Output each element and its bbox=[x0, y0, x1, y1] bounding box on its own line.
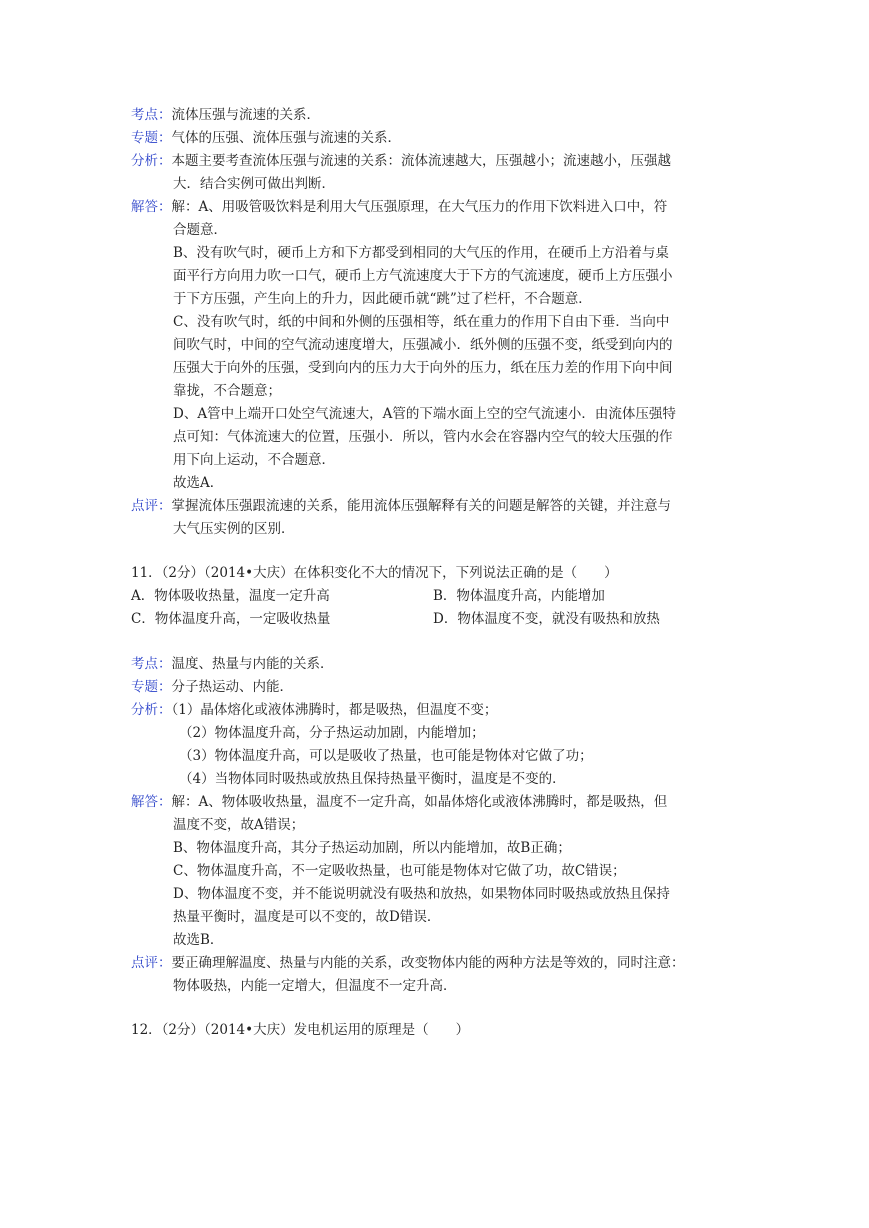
zhuanti-label: 专题： bbox=[131, 679, 172, 695]
q10-jieda-line: 间吹气时，中间的空气流动速度增大，压强减小．纸外侧的压强不变，纸受到向内的 bbox=[173, 337, 673, 353]
q10-dianping-line: 掌握流体压强跟流速的关系，能用流体压强解释有关的问题是解答的关键，并注意与 bbox=[171, 498, 671, 514]
fenxi-label: 分析： bbox=[131, 153, 172, 169]
q11-jieda-line: D、物体温度不变，并不能说明就没有吸热和放热，如果物体同时吸热或放热且保持 bbox=[173, 886, 670, 902]
q11-dianping-row bbox=[131, 952, 741, 975]
q11-analysis bbox=[131, 653, 741, 998]
q10-dianping-line: 大气压实例的区别． bbox=[173, 521, 295, 537]
q11-stem: 11．（2分）（2014•大庆）在体积变化不大的情况下，下列说法正确的是（ ） bbox=[131, 565, 618, 581]
q11-option-a: A．物体吸收热量，温度一定升高 bbox=[131, 588, 330, 604]
q10-dianping-row bbox=[131, 495, 741, 518]
q11-fenxi-line: （3）物体温度升高，可以是吸收了热量，也可能是物体对它做了功； bbox=[179, 748, 593, 764]
q10-fenxi-line: 本题主要考查流体压强与流速的关系：流体流速越大，压强越小；流速越小，压强越 bbox=[171, 153, 671, 169]
q11-kaodian-text: 温度、热量与内能的关系． bbox=[171, 656, 334, 672]
q11-option-d: D．物体温度不变，就没有吸热和放热 bbox=[433, 611, 660, 627]
q10-kaodian-text: 流体压强与流速的关系． bbox=[171, 107, 320, 123]
q10-jieda-line: 点可知：气体流速大的位置，压强小．所以，管内水会在容器内空气的较大压强的作 bbox=[173, 429, 673, 445]
q10-fenxi-row bbox=[131, 150, 741, 173]
q11-options-row-2 bbox=[131, 608, 751, 631]
q10-analysis bbox=[131, 104, 741, 541]
q11-option-c: C．物体温度升高，一定吸收热量 bbox=[131, 611, 331, 627]
q10-jieda-line: D、A管中上端开口处空气流速大，A管的下端水面上空的空气流速小．由流体压强特 bbox=[173, 406, 676, 422]
q11-jieda-line: C、物体温度升高，不一定吸收热量，也可能是物体对它做了功，故C错误； bbox=[173, 863, 626, 879]
q11-options-row-1 bbox=[131, 585, 751, 608]
q11-answer-line: 故选B． bbox=[173, 932, 224, 948]
q12-question bbox=[131, 1019, 751, 1042]
q11-jieda-line: B、物体温度升高，其分子热运动加剧，所以内能增加，故B正确； bbox=[173, 840, 571, 856]
dianping-label: 点评： bbox=[131, 955, 172, 971]
q11-question bbox=[131, 562, 751, 631]
kaodian-label: 考点： bbox=[131, 107, 172, 123]
q10-jieda-line: 面平行方向用力吹一口气，硬币上方气流速度大于下方的气流速度，硬币上方压强小 bbox=[173, 268, 673, 284]
q11-fenxi-row bbox=[131, 699, 741, 722]
dianping-label: 点评： bbox=[131, 498, 172, 514]
fenxi-label: 分析： bbox=[131, 702, 172, 718]
q11-fenxi-line: （1）晶体熔化或液体沸腾时，都是吸热，但温度不变； bbox=[171, 702, 498, 718]
q11-dianping-line: 要正确理解温度、热量与内能的关系，改变物体内能的两种方法是等效的，同时注意： bbox=[171, 955, 685, 971]
q11-zhuanti-text: 分子热运动、内能． bbox=[171, 679, 293, 695]
q10-jieda-line: 压强大于向外的压强，受到向内的压力大于向外的压力，纸在压力差的作用下向中间 bbox=[173, 360, 673, 376]
q10-zhuanti-text: 气体的压强、流体压强与流速的关系． bbox=[171, 130, 401, 146]
q10-fenxi-line: 大．结合实例可做出判断． bbox=[173, 176, 335, 192]
q10-answer-line: 故选A． bbox=[173, 475, 224, 491]
zhuanti-label: 专题： bbox=[131, 130, 172, 146]
kaodian-label: 考点： bbox=[131, 656, 172, 672]
q10-jieda-line: B、没有吹气时，硬币上方和下方都受到相同的大气压的作用，在硬币上方沿着与桌 bbox=[173, 245, 669, 261]
q10-jieda-row bbox=[131, 196, 741, 219]
q10-jieda-line: 解：A、用吸管吸饮料是利用大气压强原理，在大气压力的作用下饮料进入口中，符 bbox=[171, 199, 668, 215]
q12-stem: 12．（2分）（2014•大庆）发电机运用的原理是（ ） bbox=[131, 1022, 470, 1038]
q10-jieda-line: 用下向上运动，不合题意． bbox=[173, 452, 335, 468]
q11-option-b: B．物体温度升高，内能增加 bbox=[433, 588, 605, 604]
q11-jieda-row bbox=[131, 791, 741, 814]
q11-jieda-line: 温度不变，故A错误； bbox=[173, 817, 305, 833]
jieda-label: 解答： bbox=[131, 199, 172, 215]
q10-jieda-line: C、没有吹气时，纸的中间和外侧的压强相等，纸在重力的作用下自由下垂．当向中 bbox=[173, 314, 670, 330]
q10-jieda-line: 靠拢，不合题意； bbox=[173, 383, 281, 399]
q10-kaodian-row bbox=[131, 104, 741, 127]
q11-zhuanti-row bbox=[131, 676, 741, 699]
q11-kaodian-row bbox=[131, 653, 741, 676]
q11-jieda-line: 解：A、物体吸收热量，温度不一定升高，如晶体熔化或液体沸腾时，都是吸热，但 bbox=[171, 794, 668, 810]
q10-jieda-line: 于下方压强，产生向上的升力，因此硬币就“跳”过了栏杆，不合题意． bbox=[173, 291, 592, 307]
q11-fenxi-line: （4）当物体同时吸热或放热且保持热量平衡时，温度是不变的． bbox=[179, 771, 566, 787]
q11-fenxi-line: （2）物体温度升高，分子热运动加剧，内能增加； bbox=[179, 725, 485, 741]
q11-jieda-line: 热量平衡时，温度是可以不变的，故D错误． bbox=[173, 909, 441, 925]
q10-zhuanti-row bbox=[131, 127, 741, 150]
q11-dianping-line: 物体吸热，内能一定增大，但温度不一定升高． bbox=[173, 978, 457, 994]
jieda-label: 解答： bbox=[131, 794, 172, 810]
q10-jieda-line: 合题意． bbox=[173, 222, 227, 238]
